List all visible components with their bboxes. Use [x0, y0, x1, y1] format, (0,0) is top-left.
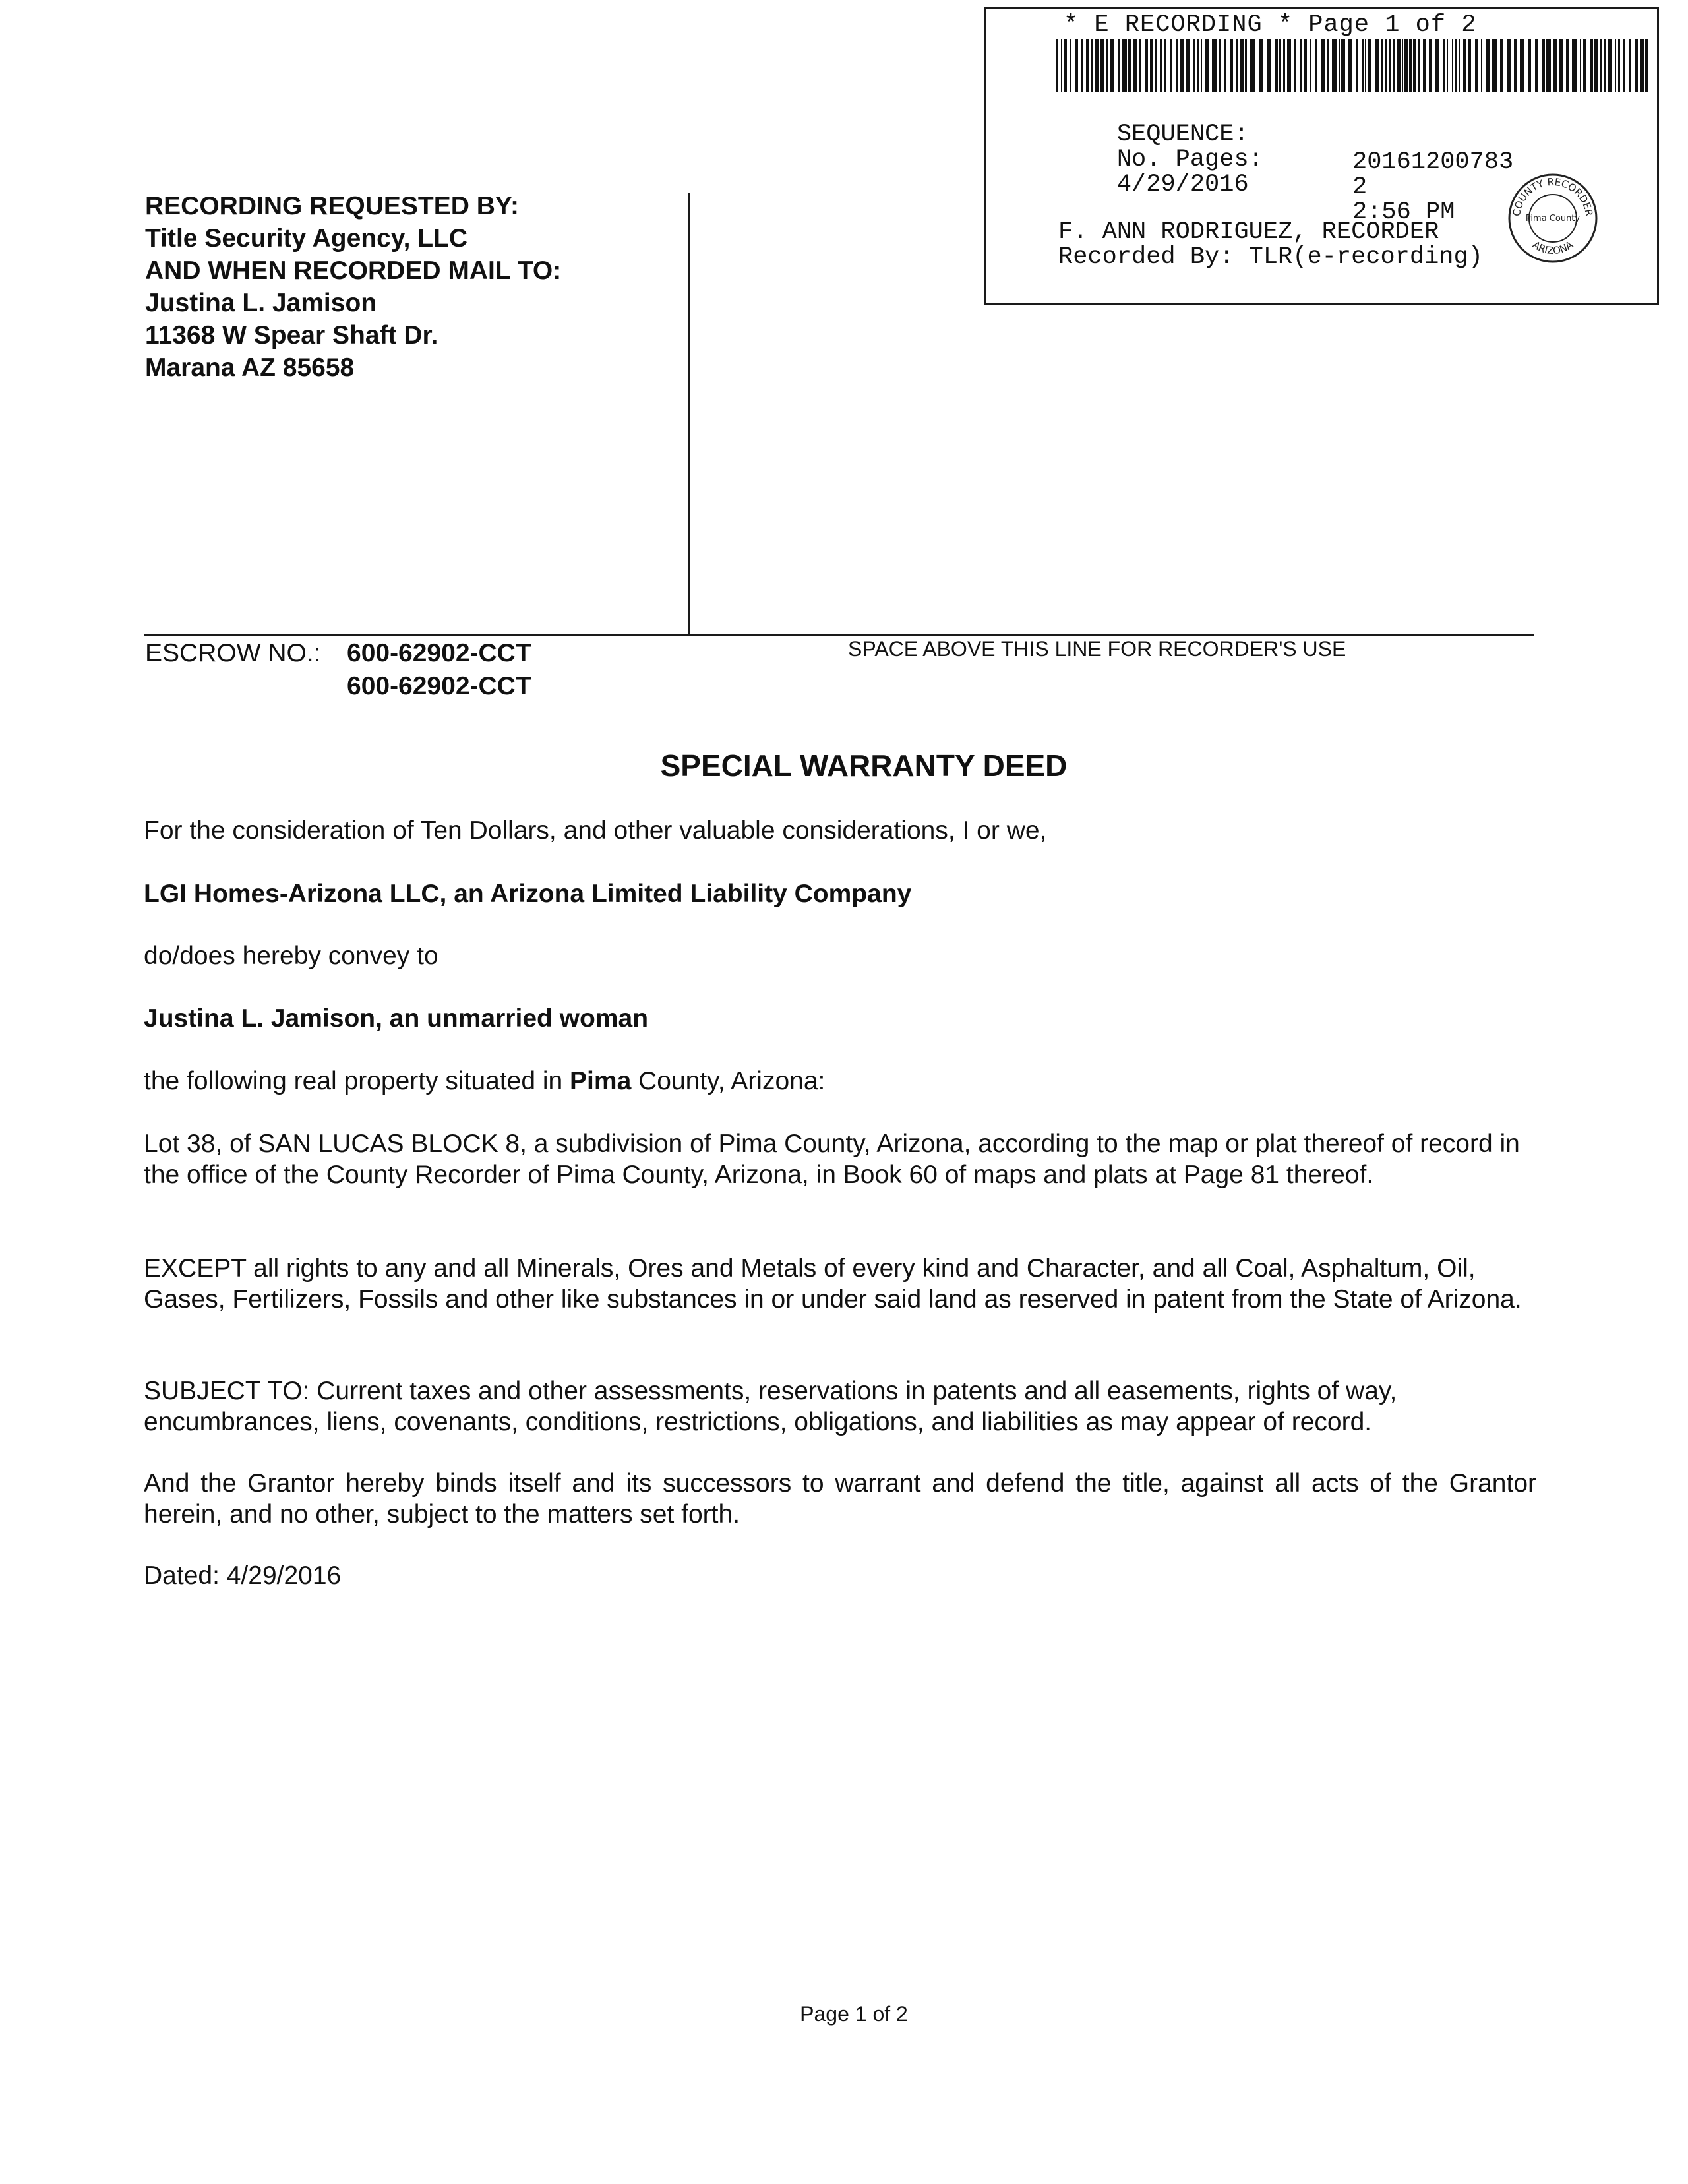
pages-value: 2: [1352, 173, 1368, 201]
property-suffix: County, Arizona:: [631, 1067, 826, 1095]
recorder-use-note: SPACE ABOVE THIS LINE FOR RECORDER'S USE: [848, 637, 1346, 661]
svg-text:ARIZONA: ARIZONA: [1530, 238, 1575, 257]
consideration-paragraph: For the consideration of Ten Dollars, and other valuable considerations, I or we,: [144, 816, 1047, 845]
mail-to-name: Justina L. Jamison: [145, 289, 377, 317]
recorded-by: Recorded By: TLR(e-recording): [1058, 243, 1483, 271]
sequence-value: 20161200783: [1352, 148, 1514, 176]
barcode-image: [1056, 39, 1652, 92]
vertical-divider: [688, 193, 690, 636]
svg-text:Pima County: Pima County: [1525, 214, 1581, 224]
recording-header: * E RECORDING * Page 1 of 2: [1064, 11, 1477, 39]
property-prefix: the following real property situated in: [144, 1067, 570, 1095]
recording-stamp-box: [984, 7, 1659, 305]
convey-paragraph: do/does hereby convey to: [144, 942, 438, 970]
svg-text:COUNTY RECORDER: COUNTY RECORDER: [1510, 175, 1596, 218]
mail-to-heading: AND WHEN RECORDED MAIL TO:: [145, 257, 562, 285]
escrow-label: ESCROW NO.:: [145, 639, 321, 667]
mail-to-street: 11368 W Spear Shaft Dr.: [145, 321, 438, 349]
recording-requested-block: [145, 190, 561, 384]
subject-to-paragraph: SUBJECT TO: Current taxes and other assessments, reservations in patents and all easements, rights of way, encumbrances, liens, covenants, conditions, restrictions, obligations, and liabilities as may appear of record.: [144, 1377, 1397, 1436]
warranty-paragraph: And the Grantor hereby binds itself and its successors to warrant and defend the title, against all acts of the Grantor herein, and no other, subject to the matters set forth.: [144, 1469, 1536, 1529]
property-location-paragraph: [144, 1066, 1536, 1097]
escrow-number-secondary: 600-62902-CCT: [347, 672, 531, 700]
grantor-name: LGI Homes-Arizona LLC, an Arizona Limited Liability Company: [144, 880, 912, 908]
document-title: SPECIAL WARRANTY DEED: [660, 748, 1068, 783]
page-number: Page 1 of 2: [800, 2002, 908, 2026]
sequence-label: SEQUENCE:: [1116, 121, 1249, 148]
mail-to-city: Marana AZ 85658: [145, 353, 355, 382]
grantee-name: Justina L. Jamison, an unmarried woman: [144, 1004, 649, 1033]
recording-requested-heading: RECORDING REQUESTED BY:: [145, 192, 519, 220]
recorder-use-divider: [144, 634, 1534, 636]
requesting-company: Title Security Agency, LLC: [145, 224, 468, 253]
recorded-time: 2:56 PM: [1352, 198, 1455, 226]
escrow-number: 600-62902-CCT: [347, 639, 531, 667]
recorder-name: F. ANN RODRIGUEZ, RECORDER: [1058, 218, 1439, 246]
dated-line: Dated: 4/29/2016: [144, 1562, 342, 1590]
mineral-exception: EXCEPT all rights to any and all Minerals, Ores and Metals of every kind and Character, and all Coal, Asphaltum, Oil, Gases, Fertilizers, Fossils and other like substances in or under said land as reserved in patent from the State of Arizona.: [144, 1254, 1522, 1314]
county-recorder-seal-icon: [1507, 172, 1599, 264]
recorded-date: 4/29/2016: [1116, 171, 1249, 198]
pages-label: No. Pages:: [1116, 146, 1263, 173]
escrow-block: [145, 637, 531, 703]
property-county: Pima: [570, 1067, 632, 1095]
legal-description: Lot 38, of SAN LUCAS BLOCK 8, a subdivision of Pima County, Arizona, according to the map or plat thereof of record in the office of the County Recorder of Pima County, Arizona, in Book 60 of maps and plats at Page 81 thereof.: [144, 1130, 1520, 1189]
